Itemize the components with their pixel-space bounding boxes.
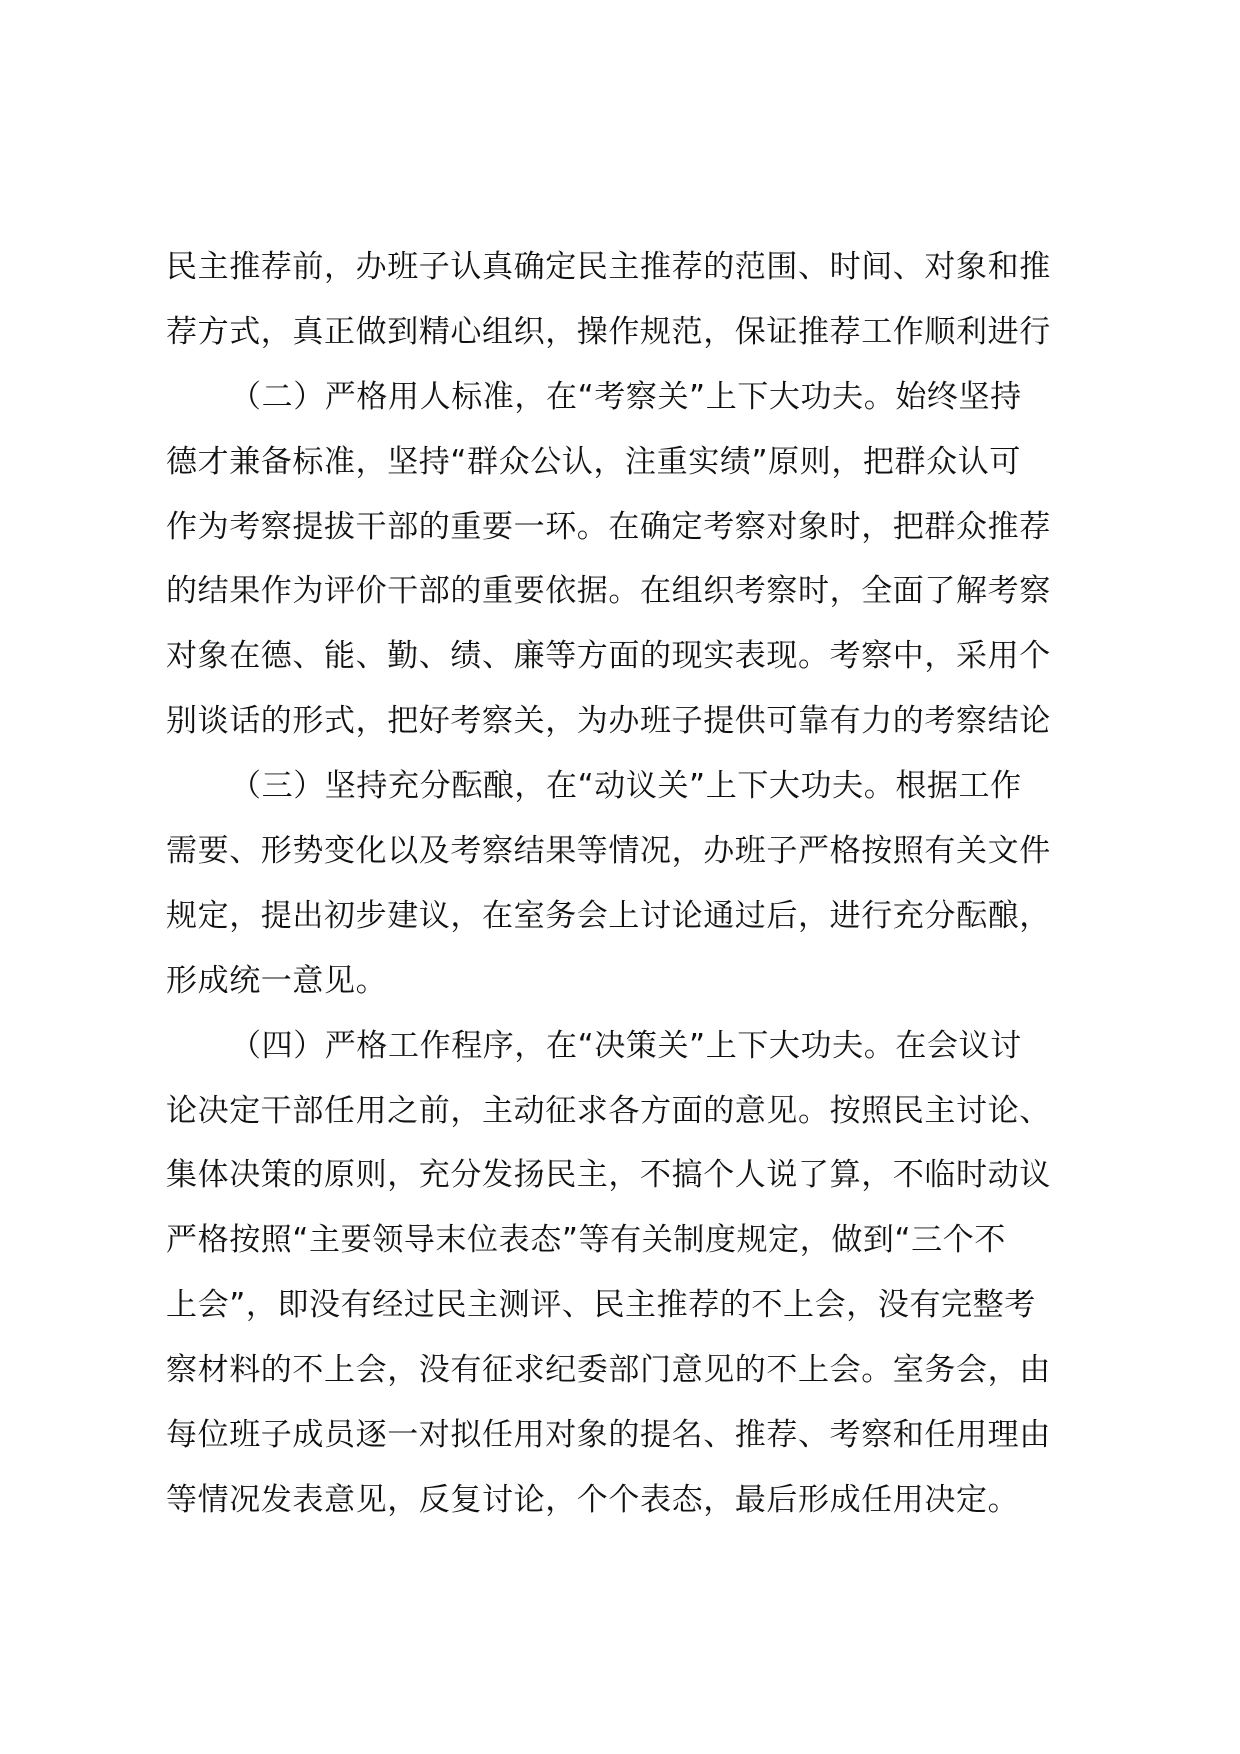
- section-heading-line: （二）严格用人标准，在“考察关”上下大功夫。始终坚持: [230, 378, 1022, 415]
- text-line: 荐方式，真正做到精心组织，操作规范，保证推荐工作顺利进行: [166, 313, 1051, 350]
- text-line: 规定，提出初步建议，在室务会上讨论通过后，进行充分酝酿，: [166, 897, 1051, 934]
- text-line: 论决定干部任用之前，主动征求各方面的意见。按照民主讨论、: [166, 1092, 1051, 1129]
- text-line: 德才兼备标准，坚持“群众公认，注重实绩”原则，把群众认可: [166, 443, 1021, 480]
- text-line: 严格按照“主要领导末位表态”等有关制度规定，做到“三个不: [166, 1222, 1006, 1259]
- section-heading-line: （四）严格工作程序，在“决策关”上下大功夫。在会议讨: [230, 1027, 1022, 1064]
- body-text: [166, 235, 1106, 1533]
- text-line: 上会”，即没有经过民主测评、民主推荐的不上会，没有完整考: [166, 1287, 1036, 1324]
- text-line: 等情况发表意见，反复讨论，个个表态，最后形成任用决定。: [166, 1481, 1020, 1518]
- text-line: 的结果作为评价干部的重要依据。在组织考察时，全面了解考察: [166, 573, 1051, 610]
- text-line: 察材料的不上会，没有征求纪委部门意见的不上会。室务会，由: [166, 1352, 1051, 1389]
- text-line: 作为考察提拔干部的重要一环。在确定考察对象时，把群众推荐: [166, 508, 1051, 545]
- text-line: 每位班子成员逐一对拟任用对象的提名、推荐、考察和任用理由: [166, 1417, 1051, 1454]
- text-line: 民主推荐前，办班子认真确定民主推荐的范围、时间、对象和推: [166, 249, 1051, 285]
- text-line: 需要、形势变化以及考察结果等情况，办班子严格按照有关文件: [166, 833, 1051, 870]
- section-heading-line: （三）坚持充分酝酿，在“动议关”上下大功夫。根据工作: [230, 768, 1022, 805]
- text-line: 别谈话的形式，把好考察关，为办班子提供可靠有力的考察结论: [166, 703, 1051, 740]
- text-line: 形成统一意见。: [166, 962, 388, 999]
- text-line: 对象在德、能、勤、绩、廉等方面的现实表现。考察中，采用个: [166, 638, 1051, 675]
- text-line: 集体决策的原则，充分发扬民主，不搞个人说了算，不临时动议: [166, 1157, 1051, 1194]
